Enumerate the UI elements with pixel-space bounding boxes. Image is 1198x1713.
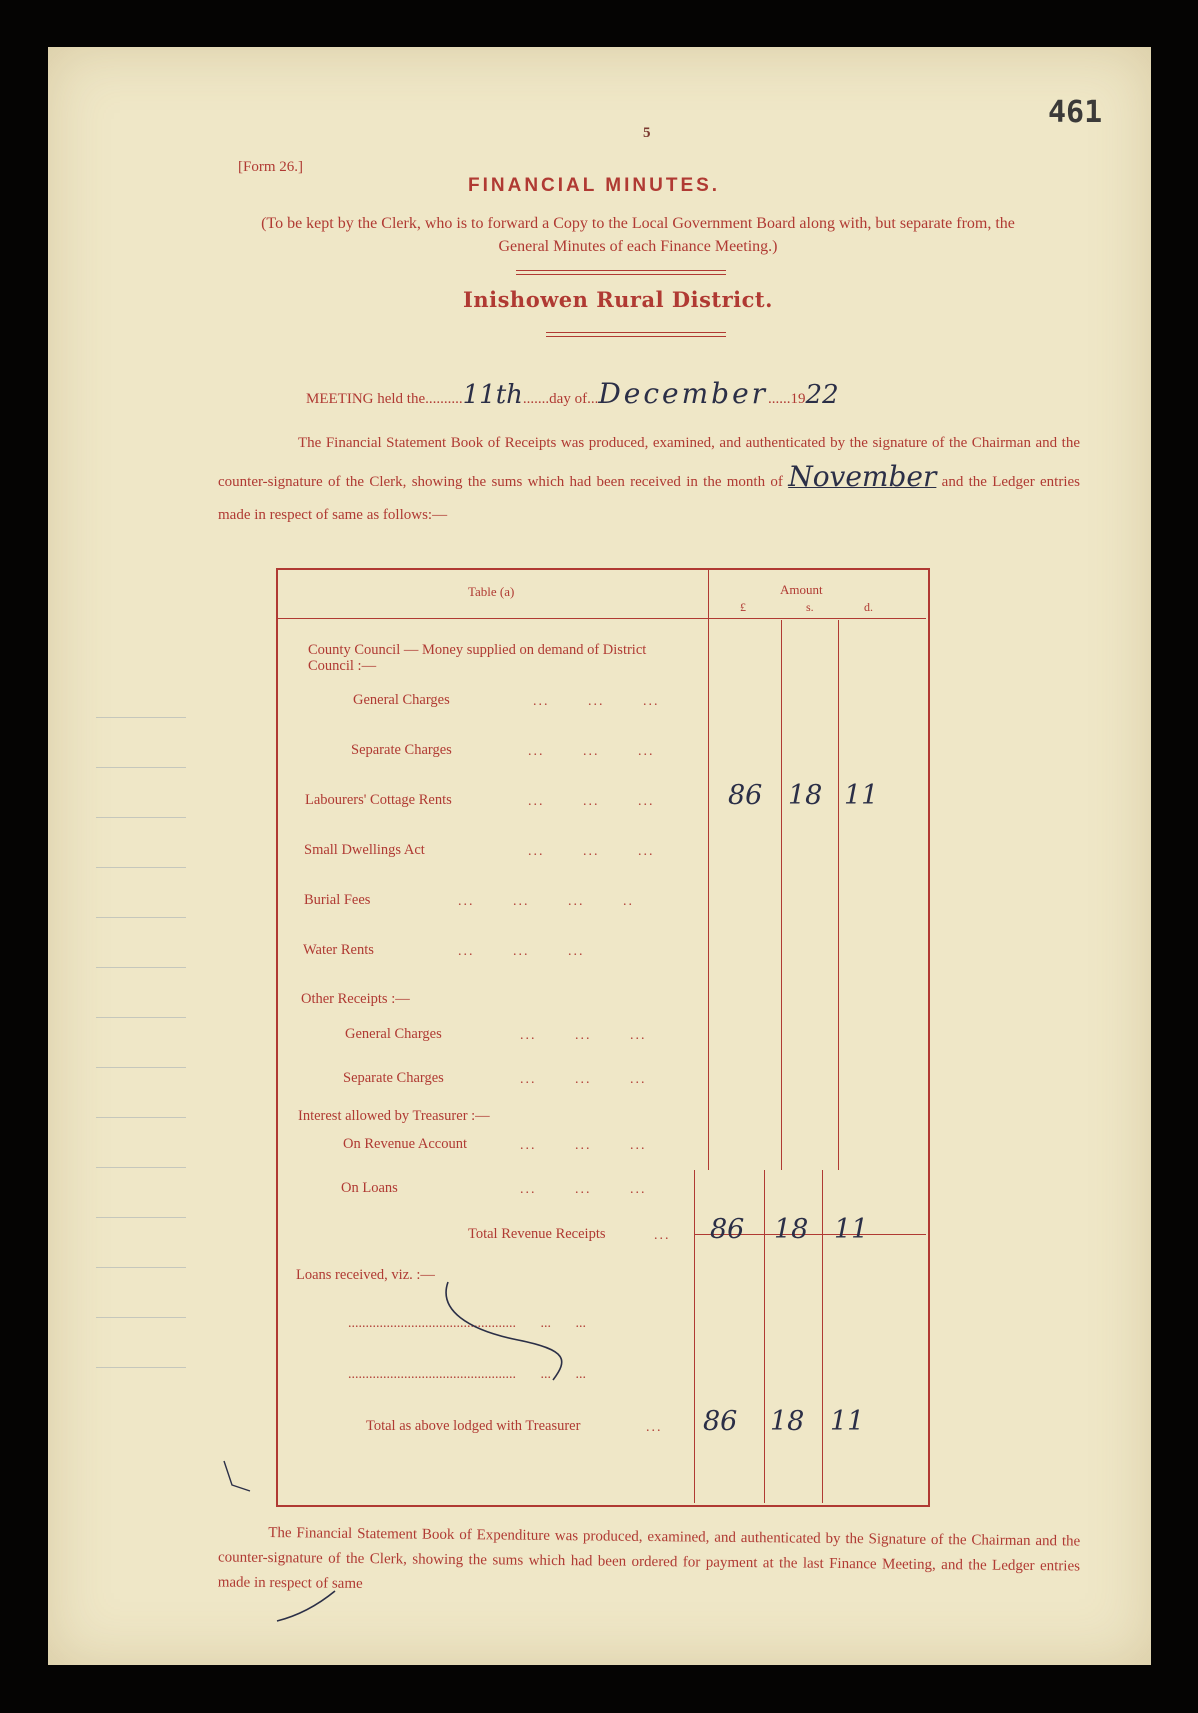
dotted-leader: ... <box>587 391 599 407</box>
row-small-dwellings: Small Dwellings Act <box>304 842 425 858</box>
pounds-header: £ <box>740 600 746 614</box>
total-lodged-shillings: 18 <box>770 1406 805 1437</box>
dot-leader: ... ... ... <box>520 1028 647 1043</box>
column-divider <box>708 570 709 1170</box>
double-rule-top <box>516 270 726 271</box>
row-other-separate-charges: Separate Charges <box>343 1070 444 1086</box>
total-revenue-pounds: 86 <box>710 1214 745 1245</box>
column-divider <box>838 620 839 1170</box>
total-lodged-pence: 11 <box>830 1406 865 1437</box>
double-rule-bottom <box>546 332 726 333</box>
labourers-shillings: 18 <box>788 780 823 811</box>
shillings-header: s. <box>806 600 814 614</box>
double-rule-bottom-2 <box>546 336 726 337</box>
pence-header: d. <box>864 600 873 614</box>
table-header-label: Table (a) <box>468 584 515 599</box>
total-lodged-pounds: 86 <box>703 1406 738 1437</box>
column-divider <box>822 1170 823 1503</box>
double-rule-top-2 <box>516 274 726 275</box>
expenditure-text: The Financial Statement Book of Expenditure was produced, examined, and authenticated by the Signature of the Chairman and the counter-signature of the Clerk, showing the sums which had been ordered for payment at the last Finance Meeting, and the Ledger entries made in respect of same <box>217 1525 1081 1593</box>
labourers-pounds: 86 <box>728 780 763 811</box>
amount-header: Amount <box>780 582 823 597</box>
dot-leader: ... <box>654 1228 671 1243</box>
strike-through-mark <box>428 1280 588 1390</box>
dotted-leader: ...... <box>768 391 791 407</box>
meeting-line <box>306 377 839 410</box>
receipts-paragraph <box>218 427 1080 532</box>
header-rule <box>278 618 926 619</box>
dot-leader: ... ... ... .. <box>458 894 634 909</box>
row-burial-fees: Burial Fees <box>304 892 371 908</box>
column-divider <box>764 1170 765 1503</box>
expenditure-paragraph <box>218 1520 1081 1604</box>
meeting-month: December <box>598 377 769 410</box>
row-total-revenue-receipts: Total Revenue Receipts <box>468 1226 606 1242</box>
sheet-number: 5 <box>643 125 651 141</box>
document-subtitle: (To be kept by the Clerk, who is to forward a Copy to the Local Government Board along with, but separate from, the General Minutes of each Finance Meeting.) <box>261 215 1015 255</box>
page-number: 461 <box>1048 95 1103 130</box>
meeting-day-of: day of <box>549 391 588 407</box>
row-labourers-cottage-rents: Labourers' Cottage Rents <box>305 792 452 808</box>
row-general-charges: General Charges <box>353 692 450 708</box>
column-divider <box>694 1170 695 1503</box>
row-water-rents: Water Rents <box>303 942 374 958</box>
row-separate-charges: Separate Charges <box>351 742 452 758</box>
row-on-loans: On Loans <box>341 1180 398 1196</box>
total-revenue-shillings: 18 <box>774 1214 809 1245</box>
loan-entry-blank: ................................................ ... ... <box>348 1316 586 1331</box>
dot-leader: ... <box>646 1420 663 1435</box>
dotted-leader: .......... <box>425 391 463 407</box>
loan-entry-blank: ................................................ ... ... <box>348 1367 586 1382</box>
dot-leader: ... ... ... <box>520 1138 647 1153</box>
row-total-lodged-with-treasurer: Total as above lodged with Treasurer <box>366 1418 581 1434</box>
receipts-text-end: and the Ledger entries made in respect of same as follows:— <box>218 474 1080 523</box>
dot-leader: ... ... ... <box>528 844 655 859</box>
dotted-leader: ....... <box>522 391 550 407</box>
receipts-month: November <box>788 460 937 493</box>
total-revenue-pence: 11 <box>834 1214 869 1245</box>
district-name: Inishowen Rural District. <box>463 287 773 312</box>
dot-leader: ... ... ... <box>458 944 585 959</box>
row-county-council: County Council — Money supplied on demand of District Council :— <box>308 642 647 674</box>
ledger-page <box>48 47 1151 1665</box>
labourers-pence: 11 <box>844 780 879 811</box>
row-other-receipts: Other Receipts :— <box>301 991 410 1007</box>
dot-leader: ... ... ... <box>520 1072 647 1087</box>
row-other-general-charges: General Charges <box>345 1026 442 1042</box>
meeting-year-prefix: 19 <box>790 391 806 407</box>
form-reference: [Form 26.] <box>238 159 303 175</box>
row-loans-received: Loans received, viz. :— <box>296 1267 435 1283</box>
dot-leader: ... ... ... <box>528 744 655 759</box>
meeting-year: 22 <box>805 380 839 410</box>
row-revenue-account: On Revenue Account <box>343 1136 468 1152</box>
dot-leader: ... ... ... <box>533 694 660 709</box>
row-interest-allowed: Interest allowed by Treasurer :— <box>298 1108 490 1124</box>
receipts-table <box>276 568 930 1507</box>
document-title: FINANCIAL MINUTES. <box>468 175 721 196</box>
meeting-prefix: MEETING held the <box>306 391 426 407</box>
column-divider <box>781 620 782 1170</box>
receipts-text: The Financial Statement Book of Receipts was produced, examined, and authenticated by the signature of the Chairman and the counter-signature of the Clerk, showing the sums which had been received in the month of <box>218 435 1080 490</box>
meeting-day: 11th <box>462 380 523 410</box>
pen-tick-mark <box>220 1457 260 1497</box>
dot-leader: ... ... ... <box>528 794 655 809</box>
dot-leader: ... ... ... <box>520 1182 647 1197</box>
